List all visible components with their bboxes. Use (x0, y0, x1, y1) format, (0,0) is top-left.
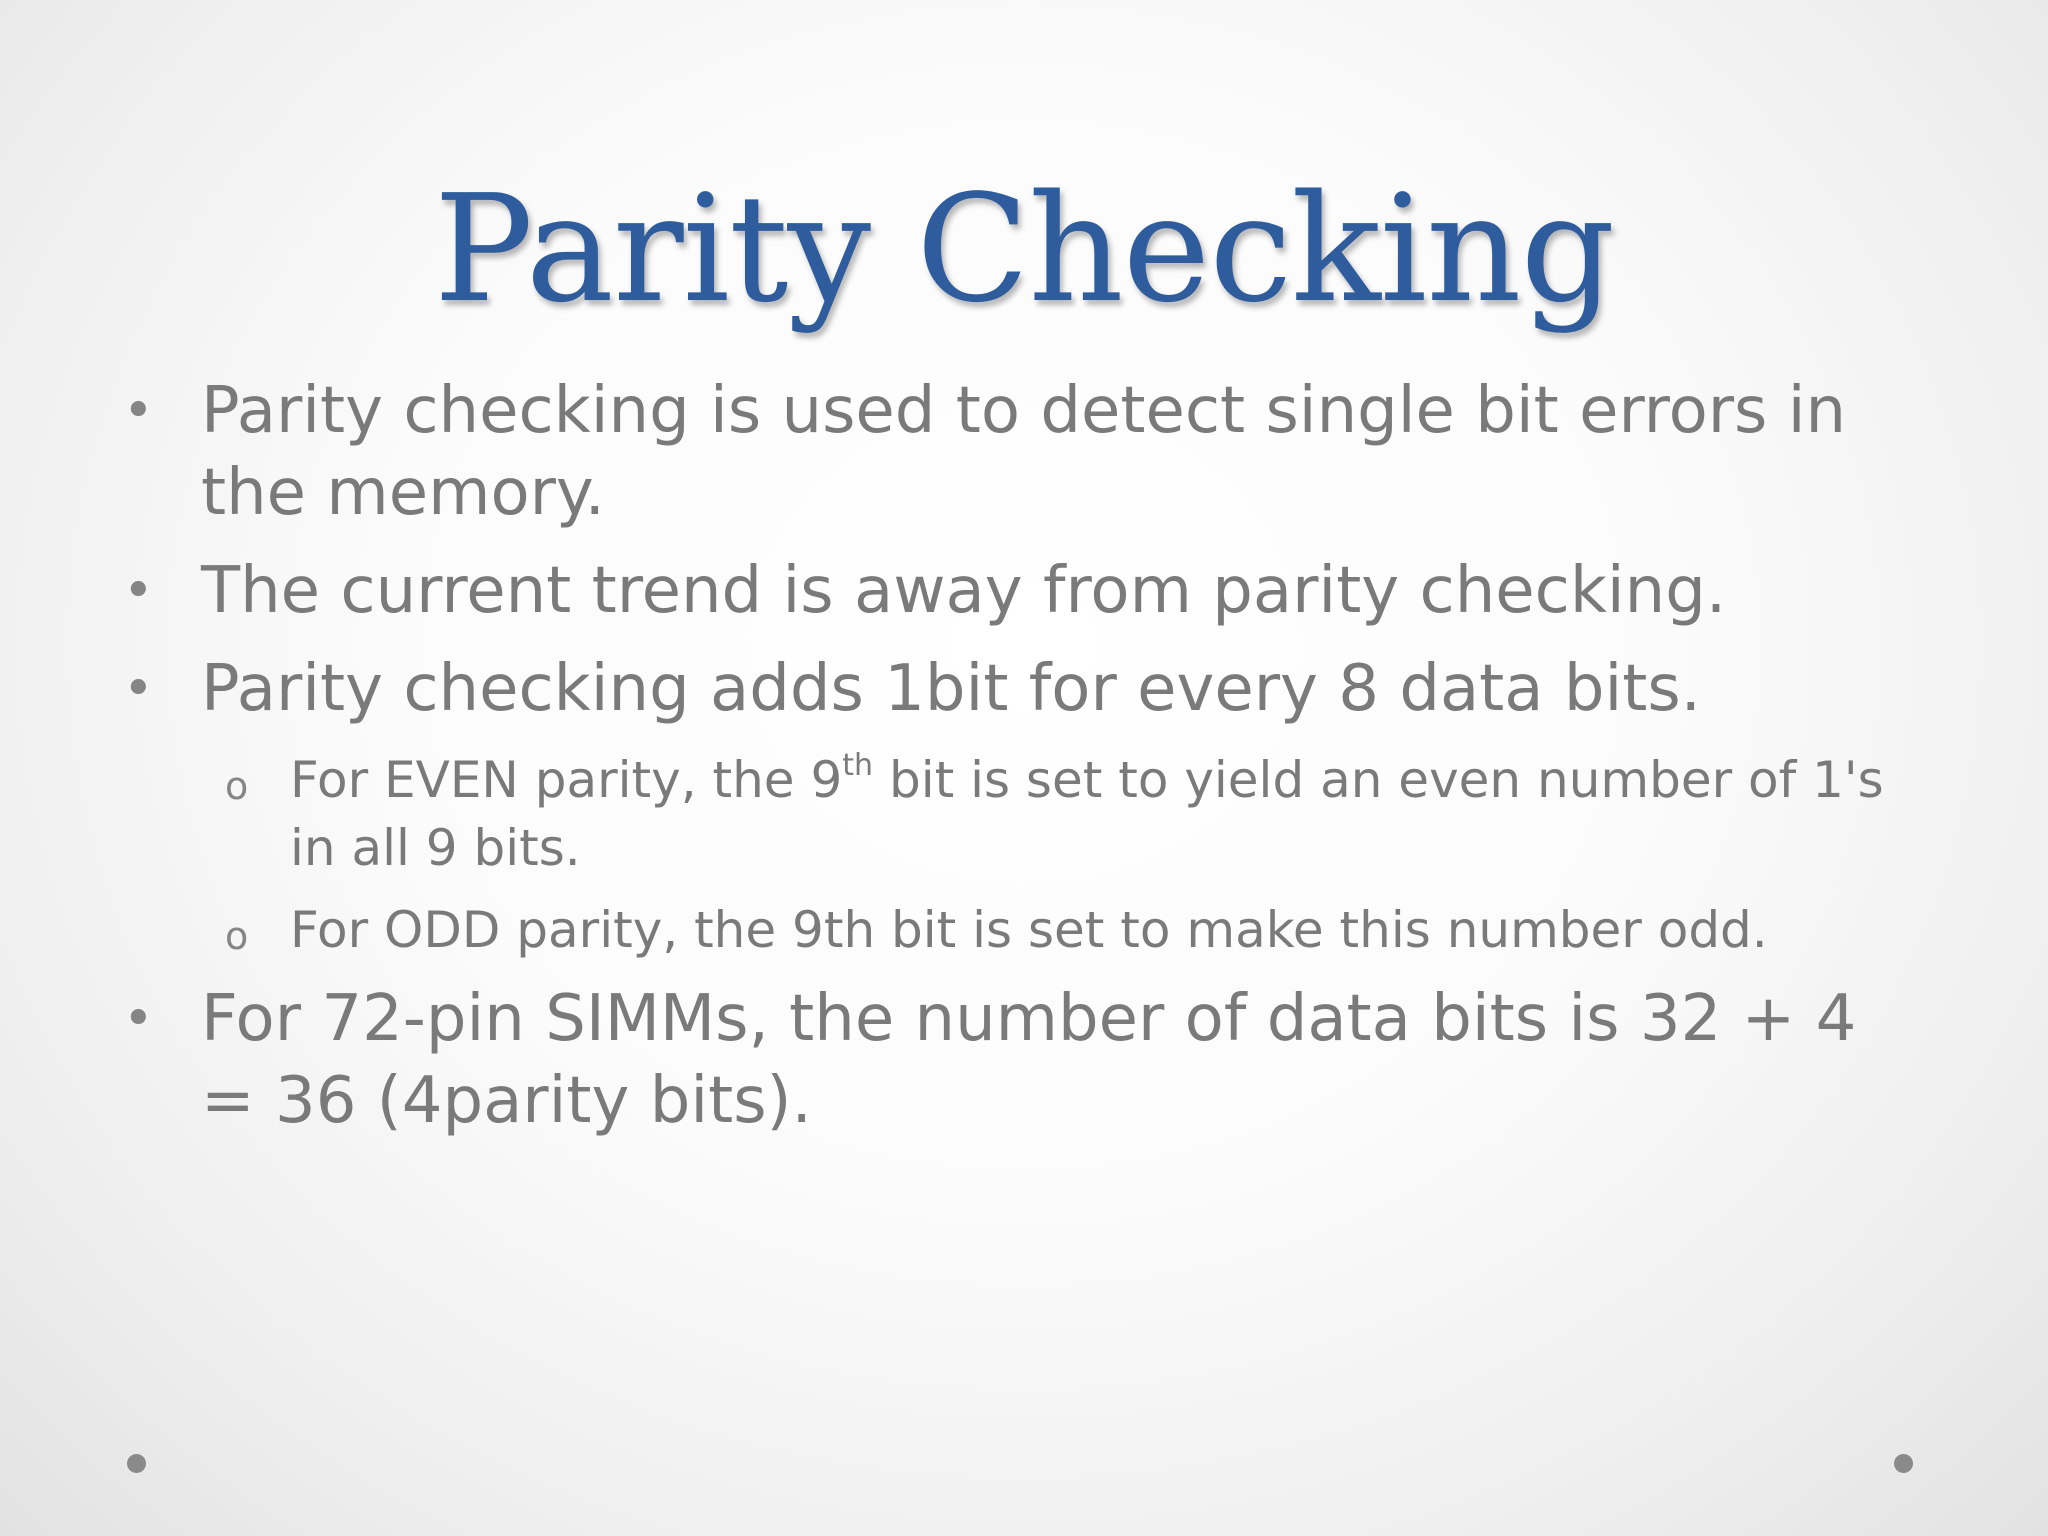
slide-title: Parity Checking (433, 163, 1615, 335)
bullet-dot-icon: • (123, 561, 154, 621)
bullet-text: For 72-pin SIMMs, the number of data bits is 32 + 4 = 36 (4parity bits). (201, 982, 1857, 1138)
sub-bullet-item-1 (115, 746, 1915, 882)
bullet-item-4 (115, 978, 1915, 1142)
bullet-dot-icon: • (123, 381, 154, 441)
sub-bullet-item-2 (115, 896, 1915, 964)
decorative-dot-right-icon (1894, 1454, 1913, 1473)
sub-bullet-circle-icon: o (225, 764, 249, 808)
bullet-text: Parity checking is used to detect single bit errors in the memory. (201, 374, 1847, 530)
sub-bullet-text-part: For EVEN parity, the 9 (290, 751, 843, 809)
decorative-dot-left-icon (127, 1454, 146, 1473)
bullet-text: The current trend is away from parity checking. (201, 554, 1727, 628)
superscript: th (842, 748, 874, 783)
bullet-item-1 (115, 370, 1915, 534)
sub-bullet-text (290, 748, 1884, 877)
sub-bullet-text-part: bit is set to yield an even number of 1's in all 9 bits. (290, 751, 1884, 877)
bullet-dot-icon: • (123, 989, 154, 1049)
slide-content (115, 370, 1915, 1158)
sub-bullet-circle-icon: o (225, 914, 249, 958)
bullet-item-3 (115, 648, 1915, 730)
bullet-text: Parity checking adds 1bit for every 8 data bits. (201, 652, 1701, 726)
bullet-item-2 (115, 550, 1915, 632)
bullet-dot-icon: • (123, 659, 154, 719)
sub-bullet-text: For ODD parity, the 9th bit is set to make this number odd. (290, 901, 1768, 959)
